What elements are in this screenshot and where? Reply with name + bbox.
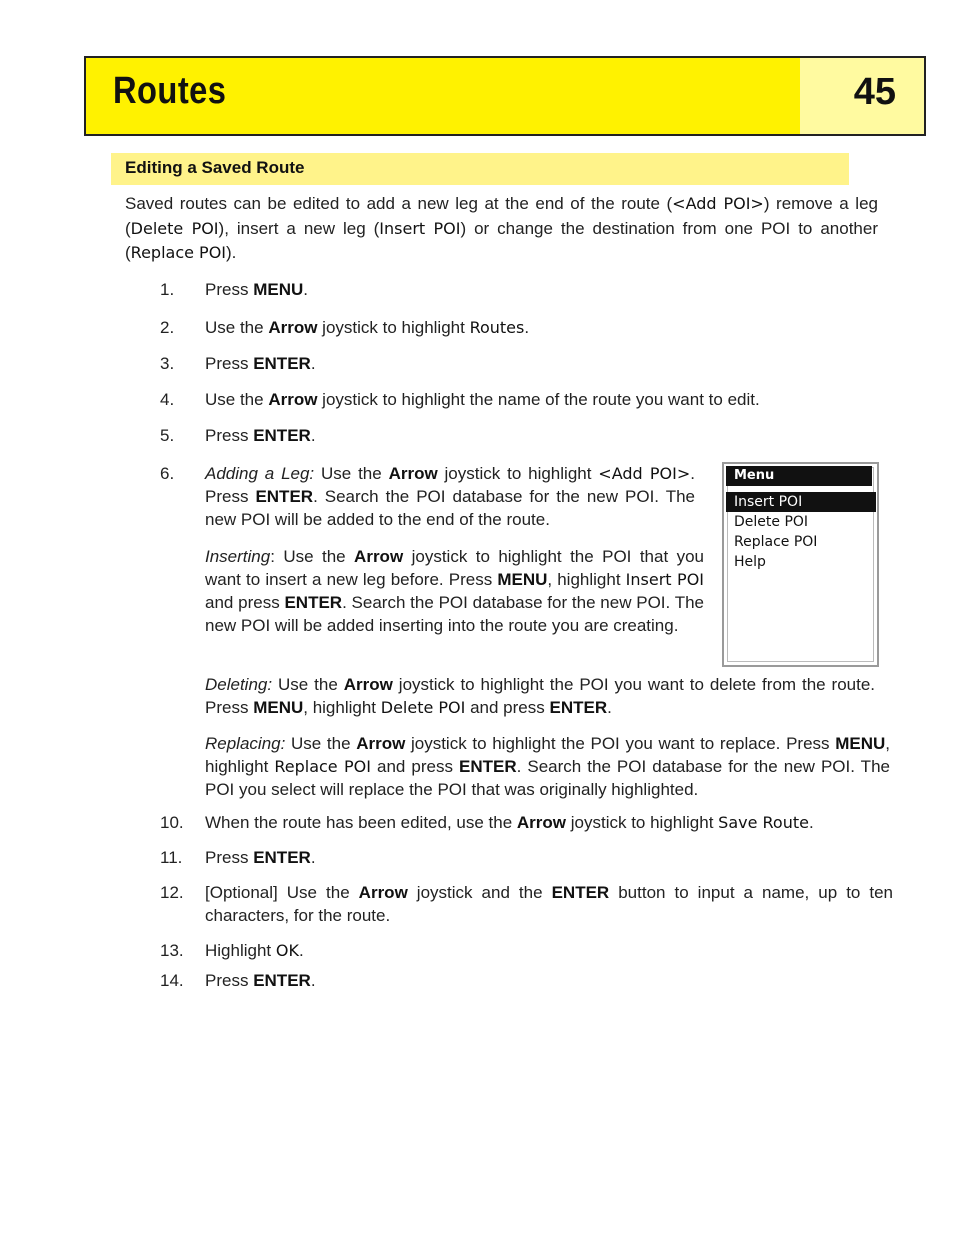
step-text: Press ENTER. [205,971,316,990]
page-header [84,56,926,136]
step-text: Use the Arrow joystick to highlight the name of the route you want to edit. [205,390,760,409]
step-text: When the route has been edited, use the Arrow joystick to highlight Save Route. [205,813,814,832]
step-number: 5. [160,426,175,445]
menu-item-insert-poi: Insert POI [726,492,876,512]
step-number: 10. [160,813,184,832]
menu-item-help: Help [734,554,766,570]
intro-paragraph [125,192,878,266]
page-number: 45 [853,71,896,113]
step-text: Highlight OK. [205,941,304,960]
intro-insert-poi: Insert POI [379,218,461,238]
step-number: 11. [160,848,183,867]
chapter-title: Routes [113,70,227,112]
inserting-paragraph: Inserting: Use the Arrow joystick to highlight the POI that you want to insert a new leg before. Press MENU, highlight Insert POI and press ENTER. Search the POI database for the new POI. The new POI will be added inserting into the route you are creating. [205,547,705,635]
intro-text: ). [226,243,237,262]
intro-replace-poi: Replace POI [130,243,227,262]
step-6-adding-leg: Adding a Leg: Use the Arrow joystick to highlight <Add POI>. Press ENTER. Search the POI database for the new POI. The new POI will be added to the end of the route. [205,464,695,529]
intro-text: ) remove a leg ( [125,194,878,238]
deleting-paragraph: Deleting: Use the Arrow joystick to highlight the POI you want to delete from the route. Press MENU, highlight Delete POI and press ENTER. [205,675,875,717]
device-menu-screen [722,462,879,667]
step-text: Press ENTER. [205,848,316,867]
section-heading-bar [111,153,849,185]
intro-text: ) or change the destination from one POI to another ( [125,218,879,262]
menu-item-delete-poi: Delete POI [734,514,809,530]
step-number: 4. [160,390,175,409]
replacing-paragraph: Replacing: Use the Arrow joystick to highlight the POI you want to replace. Press MENU, highlight Replace POI and press ENTER. Search the POI database for the new POI. The POI you select will replace the POI that was originally highlighted. [205,734,890,799]
step-text: Use the Arrow joystick to highlight Routes. [205,318,530,337]
intro-text: Saved routes can be edited to add a new leg at the end of the route ( [125,194,673,213]
step-number: 3. [160,354,175,373]
intro-delete-poi: Delete POI [130,218,219,238]
page-number-box [800,58,924,134]
step-number: 14. [160,971,184,990]
menu-item-replace-poi: Replace POI [734,534,818,550]
step-number: 12. [160,883,184,902]
step-number: 13. [160,941,184,960]
step-12-text: [Optional] Use the Arrow joystick and the ENTER button to input a name, up to ten characters, for the route. [205,883,894,925]
menu-title: Menu [726,466,872,486]
step-text: Press ENTER. [205,354,316,373]
step-number: 2. [160,318,175,337]
intro-add-poi: <Add POI> [672,194,764,213]
step-text: Press MENU. [205,280,308,299]
section-title: Editing a Saved Route [125,158,305,177]
intro-text: ), insert a new leg ( [218,218,380,238]
step-text: Press ENTER. [205,426,316,445]
step-number: 6. [160,464,175,483]
step-number: 1. [160,280,175,299]
